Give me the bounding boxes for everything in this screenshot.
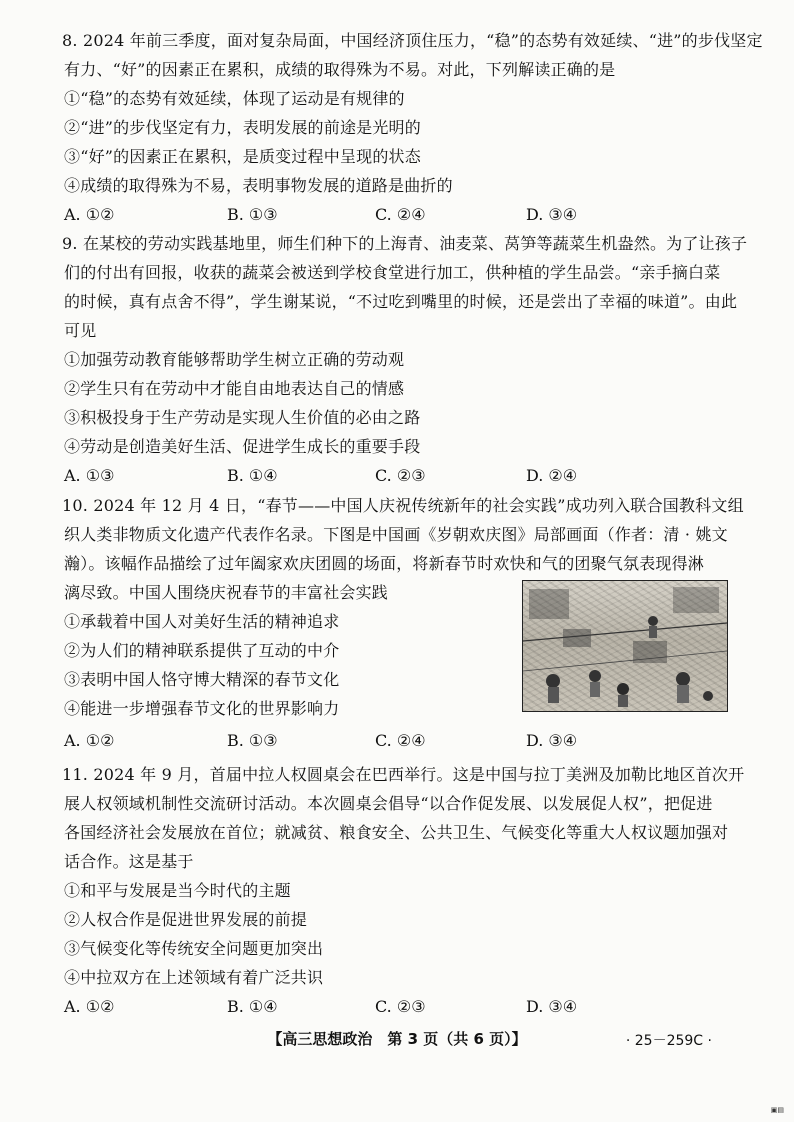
q11-stem-line-4: 话合作。这是基于	[64, 852, 194, 871]
q10-statement-3: ③表明中国人恪守博大精深的春节文化	[64, 670, 340, 689]
q9-option-d: D. ②④	[526, 466, 578, 485]
q8-stem-line-2: 有力、“好”的因素正在累积，成绩的取得殊为不易。对此，下列解读正确的是	[64, 60, 616, 79]
q11-stem-line-2: 展人权领域机制性交流研讨活动。本次圆桌会倡导“以合作促发展、以发展促人权”，把促进	[64, 794, 713, 813]
q9-stem-line-1: 9. 在某校的劳动实践基地里，师生们种下的上海青、油麦菜、莴笋等蔬菜生机盎然。为了让孩子	[62, 234, 748, 253]
q9-option-a: A. ①③	[64, 466, 115, 485]
q11-option-c: C. ②③	[375, 997, 426, 1016]
q8-statement-1: ①“稳”的态势有效延续，体现了运动是有规律的	[64, 89, 405, 108]
q8-option-d: D. ③④	[526, 205, 578, 224]
q9-statement-3: ③积极投身于生产劳动是实现人生价值的必由之路	[64, 408, 421, 427]
q10-stem-line-2: 织人类非物质文化遗产代表作名录。下图是中国画《岁朝欢庆图》局部画面（作者：清 · 姚文	[64, 525, 728, 544]
q8-statement-4: ④成绩的取得殊为不易，表明事物发展的道路是曲折的	[64, 176, 453, 195]
q8-statement-2: ②“进”的步伐坚定有力，表明发展的前途是光明的	[64, 118, 421, 137]
q11-statement-3: ③气候变化等传统安全问题更加突出	[64, 939, 324, 958]
q9-option-c: C. ②③	[375, 466, 426, 485]
q9-stem-line-2: 们的付出有回报，收获的蔬菜会被送到学校食堂进行加工，供种植的学生品尝。“亲手摘白菜	[64, 263, 721, 282]
q8-option-a: A. ①②	[64, 205, 115, 224]
page-footer: 【高三思想政治 第 3 页（共 6 页）】	[267, 1030, 527, 1048]
q8-option-b: B. ①③	[227, 205, 278, 224]
q8-stem-line-1: 8. 2024 年前三季度，面对复杂局面，中国经济顶住压力，“稳”的态势有效延续、“进”的步伐坚定	[62, 31, 763, 50]
q9-statement-1: ①加强劳动教育能够帮助学生树立正确的劳动观	[64, 350, 405, 369]
q10-statement-1: ①承载着中国人对美好生活的精神追求	[64, 612, 340, 631]
q10-stem-line-1: 10. 2024 年 12 月 4 日，“春节——中国人庆祝传统新年的社会实践”成功列入联合国教科文组	[62, 496, 744, 515]
q10-option-c: C. ②④	[375, 731, 426, 750]
q11-stem-line-3: 各国经济社会发展放在首位；就减贫、粮食安全、公共卫生、气候变化等重大人权议题加强对	[64, 823, 729, 842]
q9-option-b: B. ①④	[227, 466, 278, 485]
q9-statement-4: ④劳动是创造美好生活、促进学生成长的重要手段	[64, 437, 421, 456]
q11-statement-2: ②人权合作是促进世界发展的前提	[64, 910, 308, 929]
q9-statement-2: ②学生只有在劳动中才能自由地表达自己的情感	[64, 379, 405, 398]
q11-statement-4: ④中拉双方在上述领域有着广泛共识	[64, 968, 324, 987]
q10-option-b: B. ①③	[227, 731, 278, 750]
exam-code: · 25－259C ·	[625, 1033, 712, 1049]
q10-stem-line-3: 瀚）。该幅作品描绘了过年阖家欢庆团圆的场面，将新春节时欢快和气的团聚气氛表现得淋	[64, 554, 705, 573]
q10-statement-4: ④能进一步增强春节文化的世界影响力	[64, 699, 340, 718]
q11-option-d: D. ③④	[526, 997, 578, 1016]
q10-option-d: D. ③④	[526, 731, 578, 750]
q10-statement-2: ②为人们的精神联系提供了互动的中介	[64, 641, 340, 660]
q11-option-b: B. ①④	[227, 997, 278, 1016]
q8-option-c: C. ②④	[375, 205, 426, 224]
q11-option-a: A. ①②	[64, 997, 115, 1016]
watermark-logo: ▣▤	[770, 1106, 784, 1114]
q10-stem-line-4: 漓尽致。中国人围绕庆祝春节的丰富社会实践	[64, 583, 389, 602]
q9-stem-line-3: 的时候，真有点舍不得”，学生谢某说，“不过吃到嘴里的时候，还是尝出了幸福的味道”。由此	[64, 292, 738, 311]
q8-statement-3: ③“好”的因素正在累积，是质变过程中呈现的状态	[64, 147, 421, 166]
q11-statement-1: ①和平与发展是当今时代的主题	[64, 881, 291, 900]
painting-image	[522, 580, 728, 712]
q10-option-a: A. ①②	[64, 731, 115, 750]
q9-stem-line-4: 可见	[64, 321, 97, 340]
q11-stem-line-1: 11. 2024 年 9 月，首届中拉人权圆桌会在巴西举行。这是中国与拉丁美洲及加勒比地区首次开	[62, 765, 745, 784]
